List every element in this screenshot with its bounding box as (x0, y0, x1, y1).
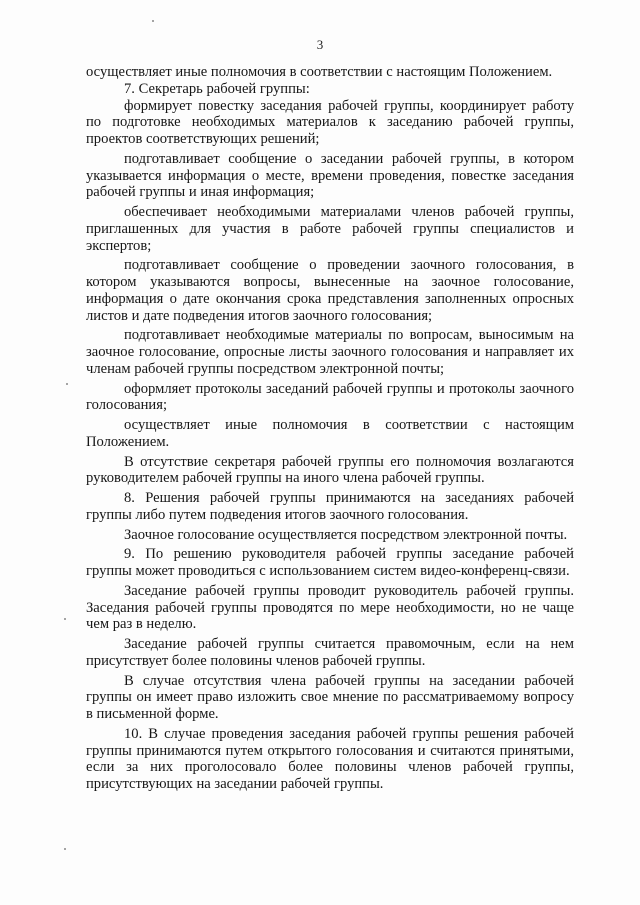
scan-speck (64, 618, 66, 620)
scan-speck (152, 20, 154, 22)
scan-speck (66, 383, 68, 385)
paragraph: подготавливает сообщение о заседании рабочей группы, в котором указывается информация о месте, времени проведения, повестке заседания рабочей группы и иная информация; (86, 150, 574, 201)
paragraph: 9. По решению руководителя рабочей группы заседание рабочей группы может проводиться с использованием систем видео-конференц-связи. (86, 546, 574, 579)
paragraph: Заседание рабочей группы проводит руководитель рабочей группы. Заседания рабочей группы проводятся по мере необходимости, но не чаще чем раз в неделю. (86, 582, 574, 633)
paragraph: обеспечивает необходимыми материалами членов рабочей группы, приглашенных для участия в работе рабочей группы специалистов и экспертов; (86, 204, 574, 254)
scan-speck (64, 848, 66, 850)
paragraph: осуществляет иные полномочия в соответствии с настоящим Положением. (86, 64, 553, 80)
paragraph: 10. В случае проведения заседания рабочей группы решения рабочей группы принимаются путем открытого голосования и считаются принятыми, если за них проголосовало более половины членов рабочей группы, присутствующих на заседании рабочей группы. (86, 725, 574, 792)
paragraph: формирует повестку заседания рабочей группы, координирует работу по подготовке необходимых материалов к заседанию рабочей группы, проектов соответствующих решений; (86, 97, 574, 147)
page-number: 3 (316, 37, 324, 52)
paragraph: осуществляет иные полномочия в соответствии с настоящим Положением. (86, 417, 574, 450)
paragraph: Заочное голосование осуществляется посредством электронной почты. (124, 526, 568, 543)
document-body (86, 64, 574, 793)
paragraph: подготавливает необходимые материалы по вопросам, выносимым на заочное голосование, опросные листы заочного голосования и направляет их членам рабочей группы посредством электронной почты; (86, 327, 574, 377)
paragraph: оформляет протоколы заседаний рабочей группы и протоколы заочного голосования; (86, 380, 574, 414)
paragraph: В отсутствие секретаря рабочей группы его полномочия возлагаются руководителем рабочей группы на иного члена рабочей группы. (86, 453, 574, 487)
paragraph: 7. Секретарь рабочей группы: (124, 80, 310, 97)
paragraph: подготавливает сообщение о проведении заочного голосования, в котором указываются вопросы, вынесенные на заочное голосование, информация о дате окончания срока представления заполненных опросных листов и дате подведения итогов заочного голосования; (86, 257, 574, 324)
paragraph: В случае отсутствия члена рабочей группы на заседании рабочей группы он имеет право изложить свое мнение по рассматриваемому вопросу в письменной форме. (86, 672, 574, 722)
paragraph: 8. Решения рабочей группы принимаются на заседаниях рабочей группы либо путем подведения итогов заочного голосования. (86, 490, 574, 523)
paragraph: Заседание рабочей группы считается правомочным, если на нем присутствует более половины членов рабочей группы. (86, 636, 574, 669)
